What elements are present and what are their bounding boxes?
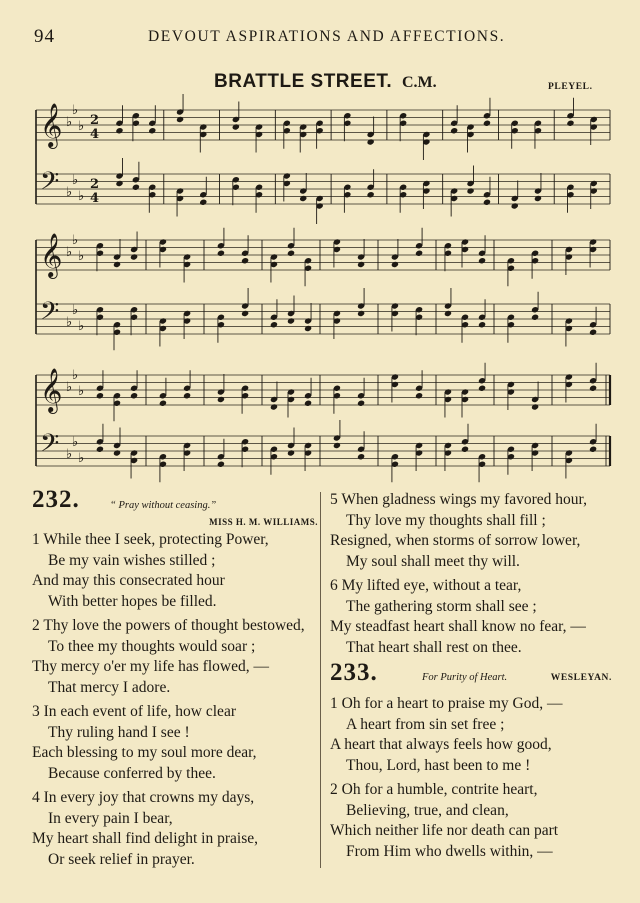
flat-icon: ♭	[72, 103, 79, 118]
hymn-number: 232.	[32, 486, 80, 513]
note-head	[287, 449, 295, 456]
column-right	[330, 490, 620, 866]
verse-line: Because conferred by thee.	[48, 764, 216, 782]
bass-clef-icon: 𝄢	[40, 429, 60, 464]
note-head	[183, 392, 191, 399]
stanza	[330, 576, 620, 658]
flat-icon: ♭	[78, 384, 85, 399]
note-head	[478, 257, 486, 264]
running-title: DEVOUT ASPIRATIONS AND AFFECTIONS.	[148, 28, 506, 45]
flat-icon: ♭	[78, 249, 85, 264]
time-sig-digit: 4	[90, 127, 100, 142]
note-head	[357, 400, 365, 407]
tune-meter: C.M.	[402, 74, 437, 91]
note-head	[415, 250, 423, 257]
tune-composer: PLEYEL.	[548, 82, 593, 92]
column-divider	[320, 492, 321, 868]
verse-line: Be my vain wishes stilled ;	[48, 551, 216, 569]
bass-clef-icon: 𝄢	[40, 167, 60, 202]
stanza	[32, 702, 317, 784]
verse-line: My steadfast heart shall know no fear, —	[330, 618, 586, 635]
verse-line: 1 Oh for a heart to praise my God, —	[330, 695, 563, 712]
note-head	[478, 385, 486, 392]
note-head	[483, 199, 491, 206]
verse-line: From Him who dwells within, —	[346, 842, 553, 860]
note-head	[478, 321, 486, 328]
note-head	[115, 127, 123, 134]
flat-icon: ♭	[66, 245, 73, 260]
note-head	[232, 123, 240, 130]
verse-line: My heart shall find delight in praise,	[32, 830, 258, 847]
note-head	[241, 257, 249, 264]
note-head	[391, 261, 399, 268]
time-sig-digit: 2	[90, 113, 100, 128]
hymn-232-stanzas-right	[330, 490, 620, 658]
verse-line: 4 In every joy that crowns my days,	[32, 789, 255, 806]
page-header	[30, 26, 610, 48]
stanza	[32, 530, 317, 612]
note-head	[159, 400, 167, 407]
note-head	[461, 446, 469, 453]
note-head	[304, 400, 312, 407]
note-head	[115, 180, 123, 187]
verse-line: To thee my thoughts would soar ;	[48, 637, 256, 655]
verse-line: Thou, Lord, hast been to me !	[346, 756, 531, 774]
note-head	[176, 116, 184, 123]
verse-line: A heart from sin set free ;	[346, 715, 505, 733]
stanza	[330, 780, 620, 862]
hymn-motto: “ Pray without ceasing.”	[110, 500, 217, 511]
verse-line: That heart shall rest on thee.	[346, 638, 522, 656]
note-head	[299, 195, 307, 202]
verse-line: 5 When gladness wings my favored hour,	[330, 491, 587, 508]
verse-line: 1 While thee I seek, protecting Power,	[32, 531, 269, 548]
hymn-232-stanzas-left	[32, 530, 317, 870]
flat-icon: ♭	[72, 233, 79, 248]
verse-line: 2 Thy love the powers of thought bestowed,	[32, 617, 305, 634]
note-head	[96, 446, 104, 453]
hymn-number: 233.	[330, 659, 378, 686]
stanza	[32, 616, 317, 698]
verse-line: 6 My lifted eye, without a tear,	[330, 577, 522, 594]
note-head	[589, 385, 597, 392]
verse-line: Thy ruling hand I see !	[48, 723, 190, 741]
treble-clef-icon: 𝄞	[40, 103, 63, 147]
note-head	[241, 310, 249, 317]
note-head	[511, 202, 519, 209]
verse-line: That mercy I adore.	[48, 678, 171, 696]
flat-icon: ♭	[66, 447, 73, 462]
verse-line: Believing, true, and clean,	[346, 801, 509, 819]
treble-clef-icon: 𝄞	[40, 233, 63, 277]
flat-icon: ♭	[78, 451, 85, 466]
verse-line: Resigned, when storms of sorrow lower,	[330, 532, 581, 549]
flat-icon: ♭	[78, 189, 85, 204]
note-head	[132, 184, 140, 191]
note-head	[217, 461, 225, 468]
verse-line: Thy love my thoughts shall fill ;	[346, 511, 546, 529]
verse-line: Each blessing to my soul more dear,	[32, 744, 257, 761]
stanza	[330, 694, 620, 776]
verse-line: And may this consecrated hour	[32, 572, 225, 589]
hymn-233-stanzas	[330, 694, 620, 862]
hymn-232-heading	[32, 486, 318, 530]
tune-title: BRATTLE STREET.	[214, 71, 393, 92]
note-head	[130, 392, 138, 399]
note-head	[287, 317, 295, 324]
treble-clef-icon: 𝄞	[40, 368, 63, 412]
flat-icon: ♭	[72, 435, 79, 450]
flat-icon: ♭	[78, 119, 85, 134]
hymn-motto: For Purity of Heart.	[422, 672, 508, 683]
verse-line: With better hopes be filled.	[48, 592, 217, 610]
note-head	[357, 453, 365, 460]
hymn-233-heading	[330, 659, 620, 694]
stanza	[32, 788, 317, 870]
note-head	[96, 392, 104, 399]
note-head	[531, 403, 539, 410]
note-head	[130, 253, 138, 260]
note-head	[217, 250, 225, 257]
verse-line: My soul shall meet thy will.	[346, 552, 520, 570]
flat-icon: ♭	[78, 319, 85, 334]
note-head	[287, 250, 295, 257]
hymn-author: MISS H. M. WILLIAMS.	[209, 517, 318, 527]
note-head	[357, 310, 365, 317]
note-head	[199, 199, 207, 206]
note-head	[566, 120, 574, 127]
page-number: 94	[34, 26, 55, 47]
note-head	[466, 187, 474, 194]
verse-line: 2 Oh for a humble, contrite heart,	[330, 781, 538, 798]
note-head	[304, 325, 312, 332]
note-head	[270, 403, 278, 410]
flat-icon: ♭	[72, 173, 79, 188]
verse-line: A heart that always feels how good,	[330, 736, 552, 753]
flat-icon: ♭	[72, 368, 79, 383]
note-head	[270, 321, 278, 328]
flat-icon: ♭	[66, 380, 73, 395]
note-head	[483, 120, 491, 127]
note-head	[534, 195, 542, 202]
note-head	[444, 310, 452, 317]
verse-line: In every pain I bear,	[48, 809, 173, 827]
verse-line: Thy mercy o'er my life has flowed, —	[32, 658, 269, 675]
verse-line: Which neither life nor death can part	[330, 822, 559, 839]
note-head	[367, 138, 375, 145]
stanza	[330, 490, 620, 572]
verse-line: 3 In each event of life, how clear	[32, 703, 236, 720]
note-head	[367, 191, 375, 198]
flat-icon: ♭	[66, 185, 73, 200]
column-left	[32, 486, 318, 874]
flat-icon: ♭	[72, 303, 79, 318]
hymn-author: WESLEYAN.	[550, 673, 612, 683]
note-head	[113, 261, 121, 268]
time-sig-digit: 4	[90, 191, 100, 206]
note-head	[589, 446, 597, 453]
note-head	[415, 392, 423, 399]
music-score	[28, 88, 618, 488]
note-head	[589, 329, 597, 336]
verse-line: Or seek relief in prayer.	[48, 850, 195, 868]
note-head	[148, 127, 156, 134]
note-head	[357, 261, 365, 268]
flat-icon: ♭	[66, 115, 73, 130]
note-head	[113, 449, 121, 456]
note-head	[333, 442, 341, 449]
note-head	[217, 396, 225, 403]
verse-line: The gathering storm shall see ;	[346, 597, 537, 615]
time-sig-digit: 2	[90, 177, 100, 192]
flat-icon: ♭	[66, 315, 73, 330]
bass-clef-icon: 𝄢	[40, 297, 60, 332]
note-head	[450, 127, 458, 134]
note-head	[531, 314, 539, 321]
